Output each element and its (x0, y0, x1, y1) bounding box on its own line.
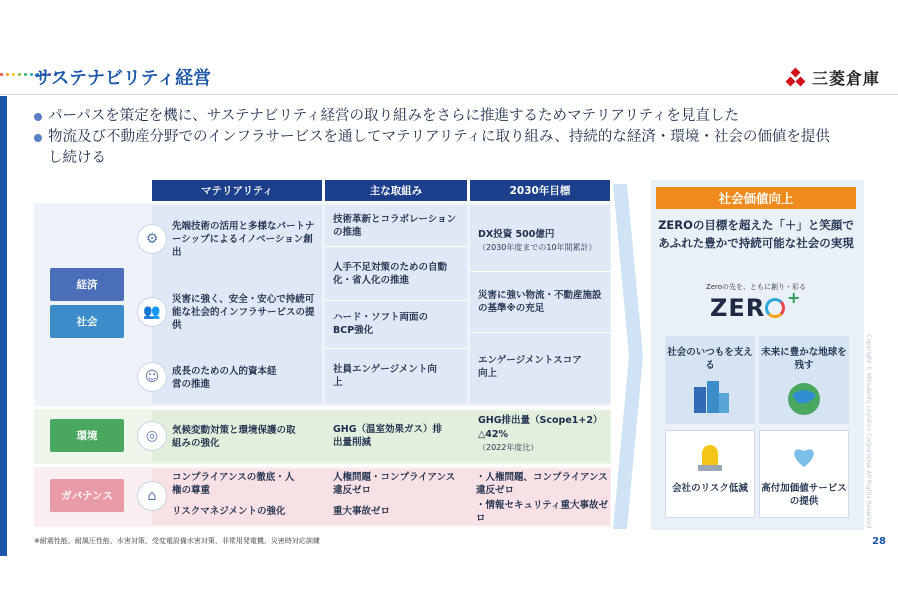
value-heading: 社会価値向上 (656, 187, 856, 209)
decorative-dot (6, 73, 9, 76)
zero-logo-text: ZER (710, 294, 766, 322)
initiative-4: 社員エンゲージメント向上 (333, 364, 437, 388)
gears-icon: ⚙ (137, 224, 167, 254)
target-gov-1: ・人権問題、コンプライアンス違反ゼロ (476, 472, 608, 496)
target-ghg: GHG排出量（Scope1+2） (478, 415, 603, 426)
zero-logo (710, 294, 785, 322)
bullet-list (34, 106, 864, 169)
institution-icon: ⌂ (137, 481, 167, 511)
value-box-label: 会社のリスク低減 (672, 483, 748, 494)
target-disaster: 災害に強い物流・不動産施設の基準※の充足 (478, 290, 602, 314)
earth-leaf-icon (782, 377, 826, 417)
company-name: 三菱倉庫 (811, 69, 880, 88)
materiality-5: コンプライアンスの徹底・人権の尊重 (172, 472, 295, 496)
decorative-dot (0, 73, 3, 76)
value-box-earth (759, 336, 849, 424)
divider (325, 348, 467, 349)
initiative-2: 人手不足対策のための自動化・省人化の推進 (333, 262, 448, 286)
target-engagement: エンゲージメントスコア向上 (478, 355, 582, 379)
tag-governance: ガバナンス (50, 479, 124, 512)
left-accent-bar (0, 96, 7, 556)
initiative-1: 技術革新とコラボレーションの推進 (333, 214, 457, 238)
globe-icon: ◎ (137, 421, 167, 451)
footnote: ※耐震性能、耐風圧性能、水害対策、受変電設備水害対策、非常用発電機、災害時対応訓練 (34, 537, 320, 545)
company-logo (786, 66, 880, 89)
col-header-initiatives: 主な取組み (325, 180, 467, 201)
page-title: サステナビリティ経営 (34, 68, 212, 89)
three-diamonds-icon (786, 69, 806, 87)
target-gov-2: ・情報セキュリティ重大事故ゼロ (476, 500, 609, 524)
initiative-6: 人権問題・コンプライアンス違反ゼロ (333, 472, 456, 496)
heart-hands-icon (782, 437, 826, 473)
target-ghg-note: （2022年度比） (478, 442, 539, 452)
header-divider (0, 94, 898, 95)
target-dx: DX投資 500億円 (478, 229, 555, 240)
zero-o-icon (765, 298, 785, 318)
page-number: 28 (872, 536, 886, 547)
decorative-dot (30, 73, 33, 76)
value-box-service (759, 430, 849, 518)
head-icon: ☺ (137, 362, 167, 392)
right-arrow-icon (613, 184, 643, 529)
alarm-light-icon (688, 437, 732, 473)
initiative-3: ハード・ソフト両面のBCP強化 (333, 312, 429, 336)
materiality-2: 災害に強く、安全・安心で持続可能な社会的インフラサービスの提供 (172, 293, 315, 331)
materiality-1: 先端技術の活用と多様なパートナーシップによるイノベーション創出 (172, 220, 315, 258)
value-box-label: 高付加価値サービスの提供 (761, 483, 847, 507)
materiality-3: 成長のための人的資本経営の推進 (172, 366, 277, 390)
materiality-4: 気候変動対策と環境保護の取組みの強化 (172, 425, 296, 449)
initiative-7: 重大事故ゼロ (333, 505, 391, 517)
tag-environment: 環境 (50, 419, 124, 452)
divider (470, 271, 610, 272)
value-box-society (665, 336, 755, 424)
tag-society: 社会 (50, 305, 124, 338)
divider (325, 246, 467, 247)
zero-plus: + (787, 288, 801, 307)
zero-tagline: Zeroの先を、ともに創り・彩る (705, 283, 807, 291)
divider (325, 300, 467, 301)
value-box-label: 未来に豊かな地球を残す (761, 347, 847, 371)
buildings-icon (688, 377, 732, 417)
value-box-label: 社会のいつもを支える (667, 347, 753, 371)
tag-economy: 経済 (50, 268, 124, 301)
copyright: Copyright © Mitsubishi Logistics Corporation All Rights Reserved (865, 334, 872, 529)
decorative-dot (12, 73, 15, 76)
decorative-dot (18, 73, 21, 76)
initiative-5: GHG（温室効果ガス）排出量削減 (333, 424, 443, 448)
materiality-6: リスクマネジメントの強化 (172, 505, 286, 517)
target-dx-note: （2030年度までの10年間累計） (478, 242, 597, 252)
value-box-risk (665, 430, 755, 518)
target-ghg-pct: △42% (478, 429, 509, 440)
people-icon: 👥 (137, 297, 167, 327)
bullet-item: 物流及び不動産分野でのインフラサービスを通してマテリアリティに取り組み、持続的な経済・環境・社会の価値を提供し続ける (34, 127, 834, 169)
bullet-item: パーパスを策定を機に、サステナビリティ経営の取り組みをさらに推進するためマテリアリティを見直した (34, 106, 864, 127)
divider (470, 332, 610, 333)
col-header-materiality: マテリアリティ (152, 180, 322, 201)
col-header-target: 2030年目標 (470, 180, 610, 201)
decorative-dot (24, 73, 27, 76)
value-statement: ZEROの目標を超えた「＋」と笑顔であふれた豊かで持続可能な社会の実現 (658, 218, 854, 250)
